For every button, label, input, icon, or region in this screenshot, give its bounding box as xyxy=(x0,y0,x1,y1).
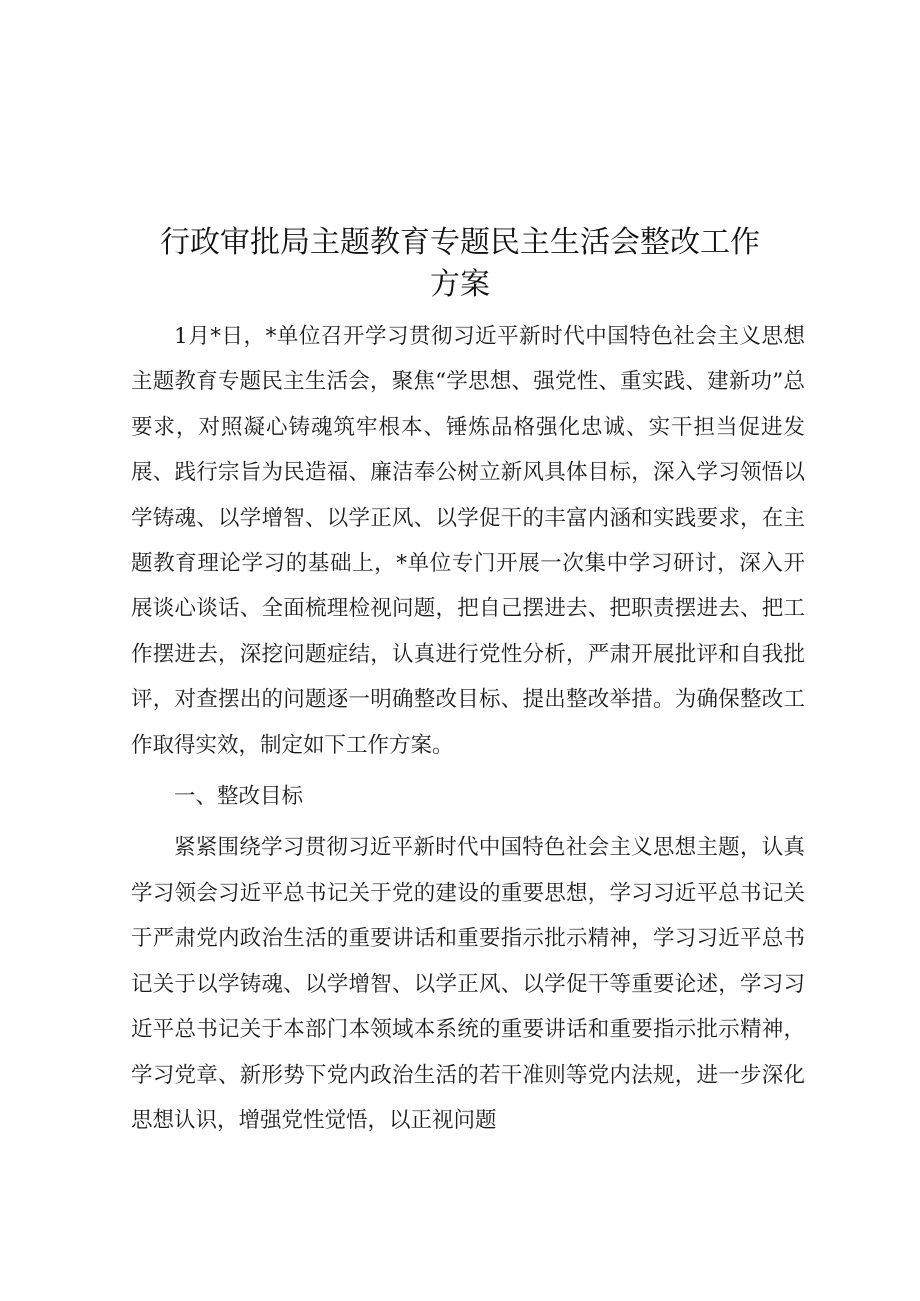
section-paragraph: 紧紧围绕学习贯彻习近平新时代中国特色社会主义思想主题，认真学习领会习近平总书记关于党的建设的重要思想，学习习近平总书记关于严肃党内政治生活的重要讲话和重要指示批示精神，学习习近平总书记关于以学铸魂、以学增智、以学正风、以学促干等重要论述，学习习近平总书记关于本部门本领域本系统的重要讲话和重要指示批示精神，学习党章、新形势下党内政治生活的若干准则等党内法规，进一步深化思想认识，增强党性觉悟，以正视问题 xyxy=(131,835,805,1133)
intro-paragraph: 1月*日，*单位召开学习贯彻习近平新时代中国特色社会主义思想主题教育专题民主生活会，聚焦“学思想、强党性、重实践、建新功”总要求，对照凝心铸魂筑牢根本、锤炼品格强化忠诚、实干担当促进发展、践行宗旨为民造福、廉洁奉公树立新风具体目标，深入学习领悟以学铸魂、以学增智、以学正风、以学促干的丰富内涵和实践要求，在主题教育理论学习的基础上，*单位专门开展一次集中学习研讨，深入开展谈心谈话、全面梳理检视问题，把自己摆进去、把职责摆进去、把工作摆进去，深挖问题症结，认真进行党性分析，严肃开展批评和自我批评，对查摆出的问题逐一明确整改目标、提出整改举措。为确保整改工作取得实效，制定如下工作方案。 xyxy=(131,324,805,758)
document-body xyxy=(131,314,805,1143)
section-heading: 一、整改目标 xyxy=(174,784,304,810)
title-line-1: 行政审批局主题教育专题民主生活会整改工作 xyxy=(160,225,760,260)
title-line-2: 方案 xyxy=(430,267,490,302)
document-title xyxy=(100,222,820,306)
